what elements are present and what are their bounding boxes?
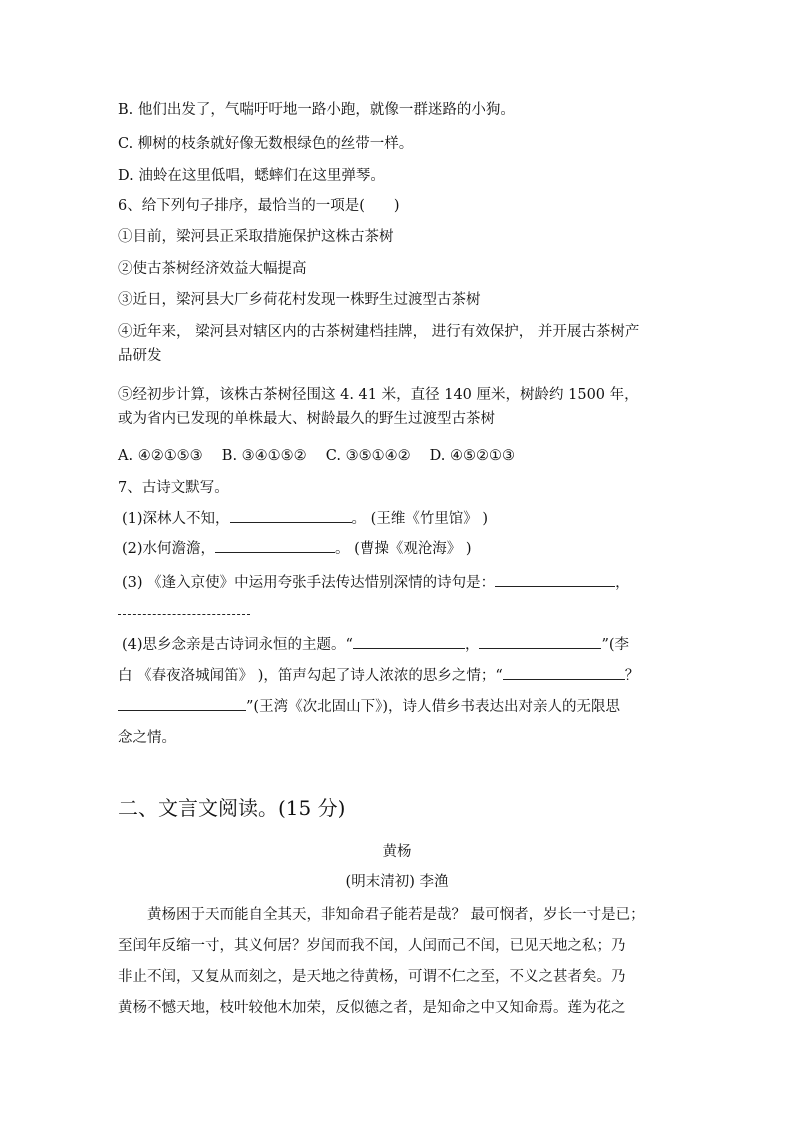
q7-item-4-text-c: ”(李 [601, 637, 630, 653]
q7-item-1-prefix: (1)深林人不知， [122, 511, 230, 527]
q6-options: A. ④②①⑤③ B. ③④①⑤② C. ③⑤①④② D. ④⑤②①③ [118, 448, 515, 464]
passage-body [118, 900, 678, 1024]
passage-line-4: 黄杨不憾天地，枝叶较他木加荣，反似德之者，是知命之中又知命焉。莲为花之 [118, 1000, 626, 1016]
q7-item-3-suffix: ， [615, 575, 630, 591]
q7-item-4-line3 [118, 696, 620, 717]
section-heading: 二、文言文阅读。(15 分) [118, 796, 346, 820]
q7-item-4-line1 [122, 634, 629, 655]
q6-sentence-4-line2: 品研发 [118, 348, 162, 364]
q7-item-4-text-a: (4)思乡念亲是古诗词永恒的主题。“ [122, 637, 353, 653]
q7-item-2-prefix: (2)水何澹澹， [122, 541, 216, 557]
q6-sentence-2: ②使古茶树经济效益大幅提高 [118, 261, 307, 277]
q7-item-4-line2 [118, 665, 639, 686]
passage-line-3: 非止不闰，又复从而刻之，是天地之待黄杨，可谓不仁之至，不义之甚者矣。乃 [118, 969, 626, 985]
q7-item-1 [122, 508, 488, 529]
q6-sentence-4-line1: ④近年来， 梁河县对辖区内的古茶树建档挂牌， 进行有效保护， 并开展古茶树产 [118, 324, 640, 340]
q5-option-c: C. 柳树的枝条就好像无数根绿色的丝带一样。 [118, 136, 414, 152]
answer-blank[interactable] [503, 665, 625, 680]
answer-blank[interactable] [230, 508, 352, 523]
q5-option-b: B. 他们出发了，气喘吁吁地一路小跑，就像一群迷路的小狗。 [118, 102, 515, 118]
answer-blank[interactable] [118, 600, 250, 615]
q7-item-3-line2 [118, 600, 250, 621]
q6-sentence-5-line1: ⑤经初步计算，该株古茶树径围这 4. 41 米，直径 140 厘米，树龄约 1500 年， [118, 387, 639, 403]
answer-blank[interactable] [495, 572, 615, 587]
q7-item-4-text-e: ？ [624, 668, 640, 684]
passage-line-2: 至闰年反缩一寸，其义何居？岁闰而我不闰，人闰而己不闰，已见天地之私；乃 [118, 938, 626, 954]
q7-item-4-text-d: 白 《春夜洛城闻笛》 )，笛声勾起了诗人浓浓的思乡之情；“ [118, 668, 503, 684]
q5-option-d: D. 油蛉在这里低唱，蟋蟀们在这里弹琴。 [118, 168, 385, 184]
passage-author: (明末清初) 李渔 [345, 874, 449, 890]
passage-title: 黄杨 [382, 844, 412, 860]
q7-stem: 7、古诗文默写。 [118, 480, 229, 496]
passage-line-1: 黄杨困于天而能自全其天，非知命君子能若是哉？ 最可悯者，岁长一寸是已； [118, 907, 645, 923]
q6-sentence-1: ①目前，梁河县正采取措施保护这株古茶树 [118, 229, 394, 245]
q7-item-2 [122, 538, 472, 559]
q7-item-2-suffix: 。 (曹操《观沧海》 ) [335, 541, 472, 557]
q7-item-3-prefix: (3) 《逢入京使》中运用夸张手法传达惜别深情的诗句是： [122, 575, 496, 591]
q7-item-3 [122, 572, 630, 593]
q6-sentence-3: ③近日，梁河县大厂乡荷花村发现一株野生过渡型古茶树 [118, 292, 481, 308]
q7-item-4-line4: 念之情。 [118, 730, 176, 746]
q7-item-4-text-b: ， [464, 637, 480, 653]
q6-stem: 6、给下列句子排序，最恰当的一项是( ) [118, 198, 400, 214]
answer-blank[interactable] [118, 696, 246, 711]
q7-item-1-suffix: 。 (王维《竹里馆》 ) [351, 511, 489, 527]
answer-blank[interactable] [353, 634, 465, 649]
q7-item-4-text-f: ”(王湾《次北固山下》)，诗人借乡书表达出对亲人的无限思 [246, 699, 620, 715]
answer-blank[interactable] [215, 538, 335, 553]
q6-sentence-5-line2: 或为省内已发现的单株最大、树龄最久的野生过渡型古茶树 [118, 411, 495, 427]
answer-blank[interactable] [479, 634, 601, 649]
